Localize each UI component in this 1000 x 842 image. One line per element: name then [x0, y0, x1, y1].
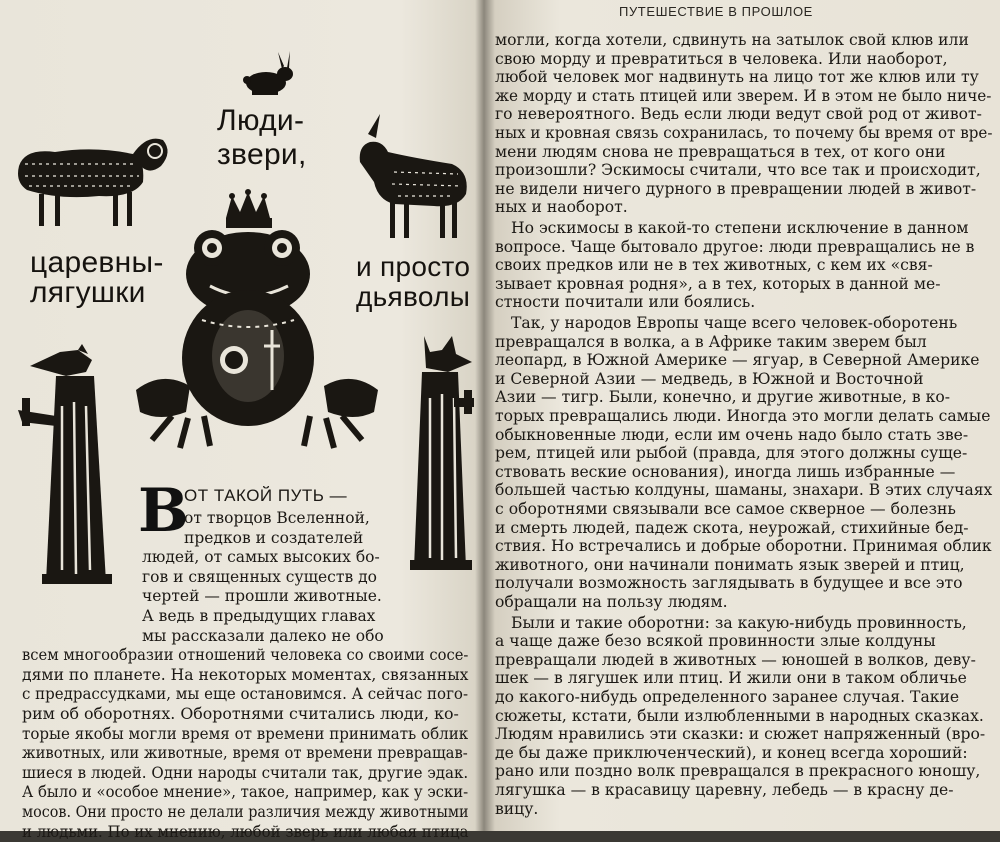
right-text-line: до какого-нибудь определенного заранее случая. Такие: [495, 688, 960, 706]
lead-in-text: ОТ ТАКОЙ ПУТЬ —: [184, 486, 348, 505]
headline-left-line1: царевны-: [30, 246, 164, 279]
running-head: ПУТЕШЕСТВИЕ В ПРОШЛОЕ: [619, 4, 813, 19]
headline-right-line2: дьяволы: [356, 281, 471, 312]
left-text-line: шиеся в людей. Одни народы считали так, другие эдак.: [22, 762, 469, 782]
right-text-line: своих предков или не в тех животных, с кем их «свя-: [495, 256, 933, 275]
right-text-line: а чаще даже безо всякой провинности злые колдуны: [495, 632, 936, 651]
left-text-line: чертей — прошли животные.: [142, 587, 382, 606]
right-text-line: большей частью колдуны, шаманы, знахари. В этих случаях: [495, 481, 993, 500]
right-text-line: обращали на пользу людям.: [495, 593, 728, 611]
right-text-line: и Северной Азии — медведь, в Южной и Восточной: [495, 369, 924, 388]
right-text-line: ствовать веские основания), иногда лишь избранные —: [495, 462, 956, 481]
left-text-line: рим об оборотнях. Оборотнями считались люди, ко-: [22, 704, 459, 723]
right-text-line: не видели ничего дурного в превращении людей в живот-: [495, 179, 977, 198]
wolf-man-illustration: [16, 346, 116, 588]
right-text-line: лягушка — в красавицу царевну, лебедь — в красну де-: [495, 781, 954, 799]
right-text-line: превращался в волка, а в Африке таким зверем был: [495, 332, 927, 351]
right-text-line: Так, у народов Европы чаще всего человек-оборотень: [511, 314, 958, 332]
right-text-line: превращали людей в животных — юношей в волков, деву-: [495, 650, 976, 669]
right-text-line: и смерть людей, падеж скота, неурожай, стихийные бед-: [495, 518, 969, 537]
left-text-line: дями по планете. На некоторых моментах, связанных: [22, 664, 469, 684]
right-text-line: де бы даже приключенческий), и конец всегда хороший:: [495, 743, 968, 762]
left-page: [0, 0, 476, 841]
right-text-line: ствия. Но встречались и добрые оборотни. Принимая облик: [495, 537, 992, 556]
right-text-line: животного, они начинали понимать язык зверей и птиц,: [495, 555, 965, 574]
right-text-line: получали возможность заглядывать в будущее и все это: [495, 574, 963, 593]
left-text-line: мы рассказали далеко не обо: [142, 626, 384, 645]
left-text-line: А ведь в предыдущих главах: [142, 607, 376, 625]
left-text-line: от творцов Вселенной,: [184, 509, 370, 527]
left-text-line: гов и священных существ до: [142, 567, 377, 586]
right-text-line: любой человек мог надвинуть на лицо тот же клюв или ту: [495, 68, 979, 87]
fox-headed-figure-illustration: [408, 332, 476, 576]
right-text-line: Азии — тигр. Были, конечно, и другие животные, в ко-: [495, 388, 951, 407]
left-text-line: А было и «особое мнение», такое, например, как у эски-: [22, 782, 469, 802]
right-text-line: вицу.: [495, 799, 539, 818]
right-text-line: леопард, в Южной Америке — ягуар, в Северной Америке: [495, 351, 980, 370]
right-text-line: произошли? Эскимосы считали, что все так и происходит,: [495, 161, 981, 180]
right-text-line: вопросе. Чаще бытовало другое: люди превращались не в: [495, 237, 975, 256]
headline-top-line1: Люди-: [217, 104, 305, 137]
right-text-line: могли, когда хотели, сдвинуть на затылок свой клюв или: [495, 31, 969, 49]
right-page: [483, 0, 1000, 831]
left-text-line: торые якобы могли время от времени принимать облик: [22, 723, 469, 743]
right-text-line: го невероятного. Ведь если люди ведут свой род от живот-: [495, 105, 982, 124]
right-text-line: зывает кровная родня», а в тех, которых в данной ме-: [495, 274, 941, 293]
headline-left-line2: лягушки: [30, 276, 146, 309]
right-text-line: Но эскимосы в какой-то степени исключение в данном: [511, 219, 969, 237]
left-text-line: с предрассудками, мы еще остановимся. А сейчас пого-: [22, 684, 469, 704]
right-text-line: стности почитали или боялись.: [495, 293, 756, 312]
drop-cap: В: [138, 476, 189, 546]
right-text-line: сюжеты, кстати, были излюбленными в народных сказках.: [495, 706, 984, 725]
right-text-line: мени людям снова не превращаться в тех, от кого они: [495, 142, 946, 161]
right-text-line: ных и наоборот.: [495, 198, 628, 217]
left-text-line: всем многообразии отношений человека со своими сосе-: [22, 645, 469, 665]
headline-right-line1: и просто: [356, 251, 471, 282]
right-text-line: Людям нравились эти сказки: и сюжет напряженный (вро-: [495, 725, 986, 744]
left-text-line: и людьми. По их мнению, любой зверь или любая птица: [22, 821, 469, 841]
right-text-line: с оборотнями связывали все самое скверное — болезнь: [495, 500, 956, 518]
left-text-line: животных, или животные, время от времени превращав-: [22, 743, 468, 763]
right-text-line: торых превращались люди. Иногда это могли делать самые: [495, 407, 991, 425]
right-text-line: же морду и стать птицей или зверем. И в этом не было ниче-: [495, 86, 992, 105]
hare-illustration: [238, 50, 300, 98]
right-text-line: свою морду и превратиться в человека. Или наоборот,: [495, 49, 948, 68]
right-text-line: рано или поздно волк превращался в прекрасного юношу,: [495, 762, 981, 781]
left-text-line: людей, от самых высоких бо-: [142, 548, 380, 567]
headline-top-line2: звери,: [217, 138, 307, 171]
right-text-line: Были и такие оборотни: за какую-нибудь провинность,: [511, 613, 967, 632]
left-text-line: предков и создателей: [184, 528, 364, 547]
right-text-line: шек — в лягушек или птиц. И жили они в таком обличье: [495, 669, 967, 688]
frog-prince-illustration: [132, 190, 382, 452]
right-text-line: рем, птицей или рыбой (правда, для этого должны суще-: [495, 444, 968, 463]
left-text-line: мосов. Они просто не делали различия между животными: [22, 802, 469, 821]
right-text-line: ных и кровная связь сохранилась, то почему бы время от вре-: [495, 124, 993, 142]
right-text-line: обыкновенные люди, если им очень надо было стать зве-: [495, 425, 969, 444]
